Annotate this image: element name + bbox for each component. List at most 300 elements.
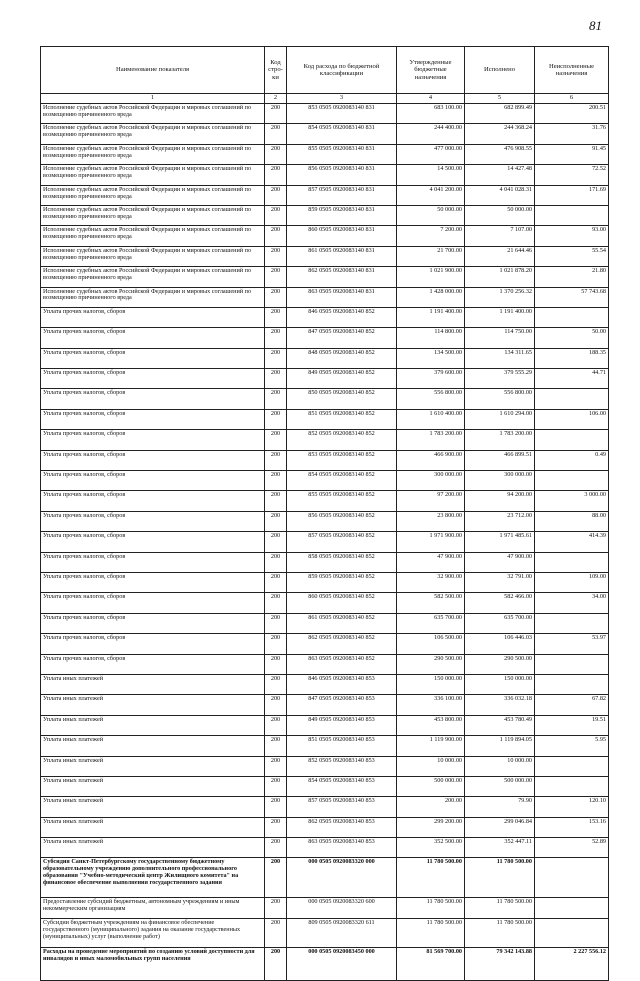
row-budget-code: 863 0505 0920083140 852 — [287, 654, 397, 674]
row-executed: 11 780 500.00 — [465, 919, 535, 948]
row-line-code: 200 — [265, 165, 287, 185]
row-approved: 379 600.00 — [397, 369, 465, 389]
row-line-code: 200 — [265, 919, 287, 948]
table-row — [41, 715, 609, 735]
row-line-code: 200 — [265, 572, 287, 592]
row-budget-code: 846 0505 0920083140 852 — [287, 307, 397, 327]
row-name: Исполнение судебных актов Российской Федерации и мировых соглашений по возмещению причиненного вреда — [41, 226, 265, 246]
row-budget-code: 849 0505 0920083140 853 — [287, 715, 397, 735]
row-name: Предоставление субсидий бюджетным, автономным учреждениям и иным некоммерческим организациям — [41, 898, 265, 919]
row-budget-code: 855 0505 0920083140 831 — [287, 144, 397, 164]
row-approved: 1 119 900.00 — [397, 736, 465, 756]
row-budget-code: 860 0505 0920083140 831 — [287, 226, 397, 246]
row-executed: 635 700.00 — [465, 613, 535, 633]
row-executed: 150 000.00 — [465, 674, 535, 694]
row-unexecuted: 153.16 — [535, 817, 609, 837]
row-line-code: 200 — [265, 776, 287, 796]
table-row — [41, 552, 609, 572]
table-row — [41, 409, 609, 429]
row-budget-code: 000 0505 0920083450 000 — [287, 948, 397, 981]
row-budget-code: 846 0505 0920083140 853 — [287, 674, 397, 694]
row-unexecuted — [535, 613, 609, 633]
table-row — [41, 593, 609, 613]
row-unexecuted: 109.00 — [535, 572, 609, 592]
table-row — [41, 797, 609, 817]
row-executed: 47 900.00 — [465, 552, 535, 572]
row-line-code: 200 — [265, 348, 287, 368]
row-approved: 556 800.00 — [397, 389, 465, 409]
row-line-code: 200 — [265, 369, 287, 389]
row-approved: 81 569 700.00 — [397, 948, 465, 981]
table-row — [41, 756, 609, 776]
row-unexecuted — [535, 430, 609, 450]
table-row — [41, 287, 609, 307]
row-line-code: 200 — [265, 287, 287, 307]
row-line-code: 200 — [265, 511, 287, 531]
row-unexecuted: 88.00 — [535, 511, 609, 531]
row-unexecuted: 50.00 — [535, 328, 609, 348]
row-budget-code: 854 0505 0920083140 853 — [287, 776, 397, 796]
row-budget-code: 857 0505 0920083140 853 — [287, 797, 397, 817]
row-line-code: 200 — [265, 898, 287, 919]
row-budget-code: 862 0505 0920083140 853 — [287, 817, 397, 837]
row-executed: 79 342 143.88 — [465, 948, 535, 981]
row-name: Уплата прочих налогов, сборов — [41, 511, 265, 531]
row-approved: 114 800.00 — [397, 328, 465, 348]
row-budget-code: 000 0505 0920083320 000 — [287, 858, 397, 898]
row-approved: 477 000.00 — [397, 144, 465, 164]
row-unexecuted: 91.45 — [535, 144, 609, 164]
row-approved: 97 200.00 — [397, 491, 465, 511]
row-line-code: 200 — [265, 674, 287, 694]
row-executed: 379 555.29 — [465, 369, 535, 389]
table-row — [41, 572, 609, 592]
row-executed: 11 780 500.00 — [465, 898, 535, 919]
row-line-code: 200 — [265, 695, 287, 715]
row-name: Расходы на проведение мероприятий по созданию условий доступности для инвалидов и иных маломобильных групп населения — [41, 948, 265, 981]
row-executed: 21 644.46 — [465, 246, 535, 266]
header-executed: Исполнено — [465, 47, 535, 94]
row-name: Уплата прочих налогов, сборов — [41, 328, 265, 348]
row-line-code: 200 — [265, 948, 287, 981]
row-name: Уплата иных платежей — [41, 797, 265, 817]
row-executed: 290 500.00 — [465, 654, 535, 674]
row-approved: 32 900.00 — [397, 572, 465, 592]
row-line-code: 200 — [265, 797, 287, 817]
row-approved: 299 200.00 — [397, 817, 465, 837]
row-budget-code: 863 0505 0920083140 853 — [287, 838, 397, 858]
table-row — [41, 613, 609, 633]
row-approved: 134 500.00 — [397, 348, 465, 368]
row-name: Исполнение судебных актов Российской Федерации и мировых соглашений по возмещению причиненного вреда — [41, 104, 265, 124]
row-budget-code: 856 0505 0920083140 831 — [287, 165, 397, 185]
row-executed: 466 899.51 — [465, 450, 535, 470]
row-line-code: 200 — [265, 654, 287, 674]
table-row — [41, 858, 609, 898]
row-name: Уплата прочих налогов, сборов — [41, 552, 265, 572]
row-executed: 299 046.84 — [465, 817, 535, 837]
row-budget-code: 857 0505 0920083140 831 — [287, 185, 397, 205]
row-approved: 1 021 900.00 — [397, 267, 465, 287]
row-line-code: 200 — [265, 634, 287, 654]
row-name: Уплата прочих налогов, сборов — [41, 348, 265, 368]
row-name: Уплата прочих налогов, сборов — [41, 491, 265, 511]
table-row — [41, 165, 609, 185]
row-approved: 4 041 200.00 — [397, 185, 465, 205]
row-budget-code: 847 0505 0920083140 852 — [287, 328, 397, 348]
row-executed: 79.90 — [465, 797, 535, 817]
table-row — [41, 185, 609, 205]
row-line-code: 200 — [265, 491, 287, 511]
row-budget-code: 861 0505 0920083140 852 — [287, 613, 397, 633]
header-name: Наименование показателя — [41, 47, 265, 94]
row-approved: 453 800.00 — [397, 715, 465, 735]
column-number: 5 — [465, 94, 535, 104]
row-name: Исполнение судебных актов Российской Федерации и мировых соглашений по возмещению причиненного вреда — [41, 246, 265, 266]
row-line-code: 200 — [265, 817, 287, 837]
row-line-code: 200 — [265, 532, 287, 552]
row-line-code: 200 — [265, 858, 287, 898]
row-executed: 94 200.00 — [465, 491, 535, 511]
row-name: Уплата прочих налогов, сборов — [41, 471, 265, 491]
row-budget-code: 862 0505 0920083140 831 — [287, 267, 397, 287]
table-row — [41, 491, 609, 511]
row-unexecuted — [535, 919, 609, 948]
row-line-code: 200 — [265, 715, 287, 735]
header-unexecuted: Неисполненные назначения — [535, 47, 609, 94]
row-budget-code: 855 0505 0920083140 852 — [287, 491, 397, 511]
row-executed: 500 000.00 — [465, 776, 535, 796]
row-line-code: 200 — [265, 144, 287, 164]
row-executed: 336 032.18 — [465, 695, 535, 715]
row-line-code: 200 — [265, 124, 287, 144]
row-unexecuted — [535, 776, 609, 796]
row-executed: 1 370 256.32 — [465, 287, 535, 307]
row-unexecuted: 200.51 — [535, 104, 609, 124]
row-name: Исполнение судебных актов Российской Федерации и мировых соглашений по возмещению причиненного вреда — [41, 205, 265, 225]
row-line-code: 200 — [265, 593, 287, 613]
row-executed: 50 000.00 — [465, 205, 535, 225]
row-executed: 10 000.00 — [465, 756, 535, 776]
row-line-code: 200 — [265, 307, 287, 327]
row-budget-code: 847 0505 0920083140 853 — [287, 695, 397, 715]
row-unexecuted: 31.76 — [535, 124, 609, 144]
row-name: Уплата иных платежей — [41, 695, 265, 715]
row-executed: 32 791.00 — [465, 572, 535, 592]
row-approved: 23 800.00 — [397, 511, 465, 531]
row-executed: 23 712.00 — [465, 511, 535, 531]
row-executed: 556 800.00 — [465, 389, 535, 409]
row-budget-code: 849 0505 0920083140 852 — [287, 369, 397, 389]
row-unexecuted — [535, 205, 609, 225]
row-name: Уплата иных платежей — [41, 715, 265, 735]
table-row — [41, 307, 609, 327]
table-row — [41, 471, 609, 491]
row-executed: 14 427.48 — [465, 165, 535, 185]
table-row — [41, 205, 609, 225]
row-approved: 1 191 400.00 — [397, 307, 465, 327]
row-executed: 11 780 500.00 — [465, 858, 535, 898]
column-number: 6 — [535, 94, 609, 104]
row-executed: 106 446.03 — [465, 634, 535, 654]
row-approved: 11 780 500.00 — [397, 898, 465, 919]
row-name: Исполнение судебных актов Российской Федерации и мировых соглашений по возмещению причиненного вреда — [41, 185, 265, 205]
row-name: Уплата иных платежей — [41, 776, 265, 796]
row-name: Уплата прочих налогов, сборов — [41, 654, 265, 674]
row-executed: 476 908.55 — [465, 144, 535, 164]
row-budget-code: 853 0505 0920083140 852 — [287, 450, 397, 470]
row-unexecuted: 21.80 — [535, 267, 609, 287]
row-budget-code: 852 0505 0920083140 852 — [287, 430, 397, 450]
row-name: Исполнение судебных актов Российской Федерации и мировых соглашений по возмещению причиненного вреда — [41, 287, 265, 307]
row-unexecuted: 414.39 — [535, 532, 609, 552]
row-line-code: 200 — [265, 104, 287, 124]
row-unexecuted — [535, 674, 609, 694]
row-unexecuted: 72.52 — [535, 165, 609, 185]
table-row — [41, 838, 609, 858]
table-row — [41, 369, 609, 389]
row-name: Уплата прочих налогов, сборов — [41, 634, 265, 654]
row-line-code: 200 — [265, 328, 287, 348]
table-row — [41, 267, 609, 287]
row-unexecuted: 53.97 — [535, 634, 609, 654]
table-row — [41, 919, 609, 948]
row-unexecuted: 19.51 — [535, 715, 609, 735]
row-approved: 300 000.00 — [397, 471, 465, 491]
row-unexecuted: 3 000.00 — [535, 491, 609, 511]
table-row — [41, 104, 609, 124]
row-unexecuted — [535, 389, 609, 409]
row-budget-code: 862 0505 0920083140 852 — [287, 634, 397, 654]
row-unexecuted — [535, 307, 609, 327]
row-line-code: 200 — [265, 205, 287, 225]
column-number: 4 — [397, 94, 465, 104]
row-approved: 1 610 400.00 — [397, 409, 465, 429]
row-line-code: 200 — [265, 185, 287, 205]
row-executed: 1 783 200.00 — [465, 430, 535, 450]
row-line-code: 200 — [265, 756, 287, 776]
row-budget-code: 851 0505 0920083140 853 — [287, 736, 397, 756]
row-name: Уплата иных платежей — [41, 674, 265, 694]
row-unexecuted: 93.00 — [535, 226, 609, 246]
row-approved: 244 400.00 — [397, 124, 465, 144]
row-executed: 1 119 894.05 — [465, 736, 535, 756]
row-approved: 635 700.00 — [397, 613, 465, 633]
row-approved: 466 900.00 — [397, 450, 465, 470]
row-budget-code: 854 0505 0920083140 852 — [287, 471, 397, 491]
row-budget-code: 853 0505 0920083140 831 — [287, 104, 397, 124]
table-row — [41, 532, 609, 552]
row-name: Уплата прочих налогов, сборов — [41, 572, 265, 592]
row-executed: 7 107.00 — [465, 226, 535, 246]
row-name: Уплата прочих налогов, сборов — [41, 613, 265, 633]
table-row — [41, 430, 609, 450]
row-approved: 7 200.00 — [397, 226, 465, 246]
row-name: Уплата иных платежей — [41, 736, 265, 756]
row-name: Уплата прочих налогов, сборов — [41, 409, 265, 429]
row-executed: 1 191 400.00 — [465, 307, 535, 327]
row-budget-code: 856 0505 0920083140 852 — [287, 511, 397, 531]
row-approved: 50 000.00 — [397, 205, 465, 225]
table-row — [41, 736, 609, 756]
row-line-code: 200 — [265, 471, 287, 491]
row-budget-code: 851 0505 0920083140 852 — [287, 409, 397, 429]
table-row — [41, 776, 609, 796]
row-unexecuted: 188.35 — [535, 348, 609, 368]
row-budget-code: 854 0505 0920083140 831 — [287, 124, 397, 144]
row-executed: 682 899.49 — [465, 104, 535, 124]
row-name: Уплата иных платежей — [41, 756, 265, 776]
row-budget-code: 850 0505 0920083140 852 — [287, 389, 397, 409]
row-approved: 290 500.00 — [397, 654, 465, 674]
header-code: Код расхода по бюджетной классификации — [287, 47, 397, 94]
row-line-code: 200 — [265, 267, 287, 287]
row-name: Субсидия Санкт-Петербургскому государственному бюджетному образовательному учреждению дополнительного профессионального образования "Учебно-методический центр Жилищного комитета" на финансовое обеспечение выполнения государственного задания — [41, 858, 265, 898]
row-executed: 300 000.00 — [465, 471, 535, 491]
row-unexecuted: 67.82 — [535, 695, 609, 715]
row-executed: 582 466.00 — [465, 593, 535, 613]
row-name: Уплата прочих налогов, сборов — [41, 532, 265, 552]
row-line-code: 200 — [265, 389, 287, 409]
row-budget-code: 859 0505 0920083140 831 — [287, 205, 397, 225]
row-budget-code: 863 0505 0920083140 831 — [287, 287, 397, 307]
row-unexecuted: 52.89 — [535, 838, 609, 858]
table-row — [41, 511, 609, 531]
row-approved: 1 428 000.00 — [397, 287, 465, 307]
row-name: Исполнение судебных актов Российской Федерации и мировых соглашений по возмещению причиненного вреда — [41, 267, 265, 287]
row-executed: 453 780.49 — [465, 715, 535, 735]
table-row — [41, 948, 609, 981]
row-unexecuted: 34.00 — [535, 593, 609, 613]
table-row — [41, 246, 609, 266]
header-approved: Утвержденные бюджетные назначения — [397, 47, 465, 94]
row-name: Уплата прочих налогов, сборов — [41, 369, 265, 389]
row-executed: 1 610 294.00 — [465, 409, 535, 429]
row-unexecuted — [535, 898, 609, 919]
row-budget-code: 859 0505 0920083140 852 — [287, 572, 397, 592]
table-row — [41, 695, 609, 715]
row-line-code: 200 — [265, 838, 287, 858]
row-line-code: 200 — [265, 736, 287, 756]
table-row — [41, 654, 609, 674]
row-unexecuted: 106.00 — [535, 409, 609, 429]
row-approved: 11 780 500.00 — [397, 919, 465, 948]
row-approved: 352 500.00 — [397, 838, 465, 858]
row-approved: 11 780 500.00 — [397, 858, 465, 898]
column-number: 2 — [265, 94, 287, 104]
row-name: Исполнение судебных актов Российской Федерации и мировых соглашений по возмещению причиненного вреда — [41, 165, 265, 185]
table-row — [41, 674, 609, 694]
row-unexecuted — [535, 756, 609, 776]
row-executed: 1 021 878.20 — [465, 267, 535, 287]
row-approved: 1 783 200.00 — [397, 430, 465, 450]
row-approved: 14 500.00 — [397, 165, 465, 185]
row-executed: 134 311.65 — [465, 348, 535, 368]
table-row — [41, 328, 609, 348]
row-unexecuted — [535, 471, 609, 491]
row-line-code: 200 — [265, 246, 287, 266]
row-name: Уплата иных платежей — [41, 817, 265, 837]
row-unexecuted: 5.95 — [535, 736, 609, 756]
row-approved: 47 900.00 — [397, 552, 465, 572]
column-number: 1 — [41, 94, 265, 104]
row-name: Уплата прочих налогов, сборов — [41, 430, 265, 450]
budget-table — [40, 46, 609, 981]
row-budget-code: 858 0505 0920083140 852 — [287, 552, 397, 572]
row-name: Уплата прочих налогов, сборов — [41, 307, 265, 327]
row-name: Исполнение судебных актов Российской Федерации и мировых соглашений по возмещению причиненного вреда — [41, 144, 265, 164]
row-name: Уплата прочих налогов, сборов — [41, 593, 265, 613]
row-budget-code: 000 0505 0920083320 600 — [287, 898, 397, 919]
row-approved: 10 000.00 — [397, 756, 465, 776]
row-budget-code: 860 0505 0920083140 852 — [287, 593, 397, 613]
row-name: Уплата прочих налогов, сборов — [41, 450, 265, 470]
row-approved: 200.00 — [397, 797, 465, 817]
row-executed: 352 447.11 — [465, 838, 535, 858]
row-executed: 244 368.24 — [465, 124, 535, 144]
row-line-code: 200 — [265, 409, 287, 429]
row-budget-code: 852 0505 0920083140 853 — [287, 756, 397, 776]
column-number: 3 — [287, 94, 397, 104]
table-row — [41, 226, 609, 246]
row-unexecuted: 57 743.68 — [535, 287, 609, 307]
row-approved: 1 971 900.00 — [397, 532, 465, 552]
table-row — [41, 817, 609, 837]
row-unexecuted: 120.10 — [535, 797, 609, 817]
row-line-code: 200 — [265, 226, 287, 246]
page-number: 81 — [589, 18, 602, 33]
row-approved: 582 500.00 — [397, 593, 465, 613]
row-approved: 336 100.00 — [397, 695, 465, 715]
row-budget-code: 809 0505 0920083320 611 — [287, 919, 397, 948]
row-executed: 1 971 485.61 — [465, 532, 535, 552]
row-name: Исполнение судебных актов Российской Федерации и мировых соглашений по возмещению причиненного вреда — [41, 124, 265, 144]
row-executed: 4 041 028.31 — [465, 185, 535, 205]
row-unexecuted: 2 227 556.12 — [535, 948, 609, 981]
row-name: Уплата иных платежей — [41, 838, 265, 858]
header-row — [41, 47, 609, 94]
header-line: Код стро-ки — [265, 47, 287, 94]
row-unexecuted: 55.54 — [535, 246, 609, 266]
row-line-code: 200 — [265, 552, 287, 572]
table-row — [41, 634, 609, 654]
table-body — [41, 104, 609, 981]
row-unexecuted — [535, 858, 609, 898]
table-row — [41, 348, 609, 368]
row-executed: 114 750.00 — [465, 328, 535, 348]
row-approved: 21 700.00 — [397, 246, 465, 266]
row-line-code: 200 — [265, 430, 287, 450]
table-row — [41, 898, 609, 919]
table-row — [41, 124, 609, 144]
row-unexecuted: 0.49 — [535, 450, 609, 470]
row-line-code: 200 — [265, 613, 287, 633]
row-name: Субсидии бюджетным учреждениям на финансовое обеспечение государственного (муниципального) задания на оказание государственных (муниципальных) услуг (выполнение работ) — [41, 919, 265, 948]
table-row — [41, 389, 609, 409]
row-name: Уплата прочих налогов, сборов — [41, 389, 265, 409]
row-unexecuted: 171.69 — [535, 185, 609, 205]
row-approved: 106 500.00 — [397, 634, 465, 654]
row-approved: 150 000.00 — [397, 674, 465, 694]
row-budget-code: 848 0505 0920083140 852 — [287, 348, 397, 368]
column-number-row — [41, 94, 609, 104]
row-line-code: 200 — [265, 450, 287, 470]
row-unexecuted — [535, 654, 609, 674]
table-row — [41, 450, 609, 470]
row-budget-code: 861 0505 0920083140 831 — [287, 246, 397, 266]
row-budget-code: 857 0505 0920083140 852 — [287, 532, 397, 552]
row-approved: 683 100.00 — [397, 104, 465, 124]
